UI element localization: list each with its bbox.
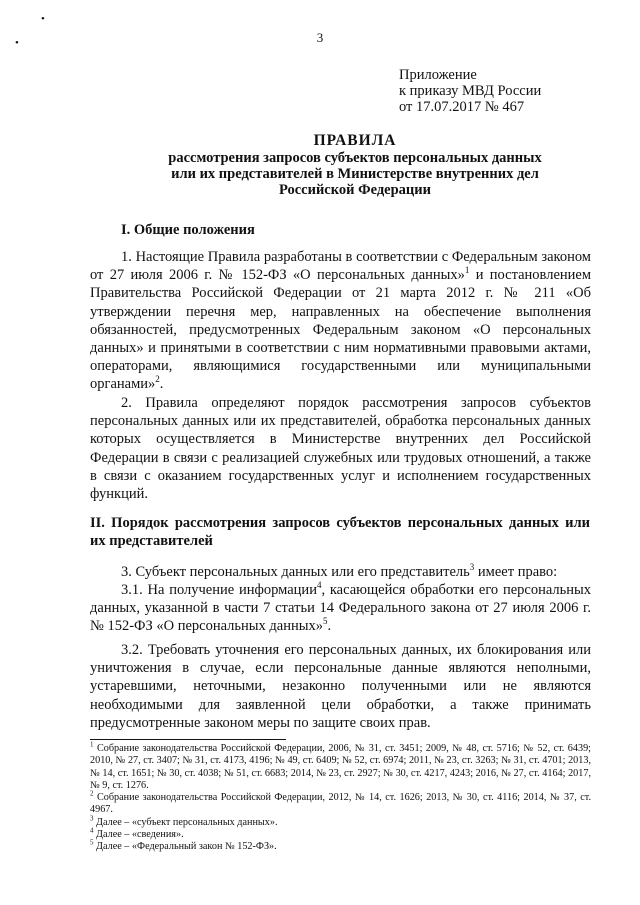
footnote-ref: 4 xyxy=(316,580,322,591)
paragraph-text: 3.1. На получение информации xyxy=(121,582,317,598)
footnote-text: Далее – «Федеральный закон № 152-ФЗ». xyxy=(93,841,277,853)
footnote-number: 2 xyxy=(90,789,94,798)
document-title xyxy=(90,133,620,198)
scan-mark-dot: • xyxy=(15,37,19,49)
footnote xyxy=(90,838,591,853)
footnote-ref: 1 xyxy=(464,265,470,276)
page-number: 3 xyxy=(316,30,324,45)
footnote-ref: 3 xyxy=(469,562,475,573)
paragraph-text: и постановлением Правительства Российской Федерации от 21 марта 2012 г. № 211 «Об утверждении перечня мер, направленных на обеспечение выполнения обязанностей, предусмотренных Федеральным законом «О персональных данных» и принятыми в соответствии с ним нормативными правовыми актами, операторами, являющимися государственными или муниципальными органами» xyxy=(90,267,592,393)
title-line: или их представителей в Министерстве внутренних дел xyxy=(171,166,539,182)
annex-line: Приложение xyxy=(399,67,477,83)
paragraph-2: 2. Правила определяют порядок рассмотрения запросов субъектов персональных данных или их представителей, обработка персональных данных которых осуществляется в Министерстве внутренних дел Российской Федерации в связи с реализацией служебных или трудовых отношений, а также в связи с оказанием государственных услуг и исполнением государственных функций. xyxy=(90,395,591,503)
footnote-number: 5 xyxy=(90,838,94,847)
footnote-number: 4 xyxy=(90,826,94,835)
footnote-text: Собрание законодательства Российской Федерации, 2006, № 31, ст. 3451; 2009, № 48, ст. 5716; № 52, ст. 6439; 2010, № 27, ст. 3407; № 31, ст. 4173, 4196; № 49, ст. 6409; № 52, ст. 6974; 2011, № 23, ст. 3263; № 31, ст. 4701; 2013, № 14, ст. 1651; № 30, ст. 4038; № 51, ст. 6683; 2014, № 23, ст. 2927; № 30, ст. 4217, 4243; 2016, № 27, ст. 4164; 2017, № 9, ст. 1276. xyxy=(90,743,591,791)
section-heading: II. Порядок рассмотрения запросов субъектов персональных данных или их представителей xyxy=(90,515,590,549)
paragraph-text: 3. Субъект персональных данных или его представитель xyxy=(121,564,470,580)
annex-line: от 17.07.2017 № 467 xyxy=(399,99,525,115)
footnote-number: 3 xyxy=(90,814,94,823)
paragraph-text: . xyxy=(159,376,164,393)
footnote-number: 1 xyxy=(90,740,94,749)
paragraph-3-2: 3.2. Требовать уточнения его персональных данных, их блокирования или уничтожения в случае, если персональные данные являются неполными, устаревшими, неточными, незаконно полученными или не являются необходимыми для заявленной цели обработки, а также принимать предусмотренные законом меры по защите своих прав. xyxy=(90,642,591,731)
paragraph-text: имеет право: xyxy=(474,564,558,580)
footnote-ref: 2 xyxy=(155,374,160,385)
footnote-text: Собрание законодательства Российской Федерации, 2012, № 14, ст. 1626; 2013, № 30, ст. 4116; 2014, № 37, ст. 4967. xyxy=(90,792,591,816)
footnotes xyxy=(90,740,591,854)
paragraph-1 xyxy=(90,248,591,394)
footnote xyxy=(90,826,591,841)
footnote-text: Далее – «сведения». xyxy=(93,829,184,841)
paragraph-text: , касающейся обработки его персональных данных, указанной в части 7 статьи 14 Федерального закона от 27 июля 2006 г. № 152-ФЗ «О персональных данных» xyxy=(90,582,591,635)
paragraph-text: 1. Настоящие Правила разработаны в соответствии с Федеральным законом от 27 июля 2006 г. № 152-ФЗ «О персональных данных» xyxy=(90,249,591,284)
paragraph-text: . xyxy=(327,618,332,635)
title-line: рассмотрения запросов субъектов персональных данных xyxy=(168,150,542,166)
title-line: Российской Федерации xyxy=(278,182,431,198)
paragraph-3 xyxy=(90,563,591,581)
footnote-ref: 5 xyxy=(322,616,328,627)
footnote-separator xyxy=(90,739,286,740)
annex-line: к приказу МВД России xyxy=(399,83,542,99)
title-main: ПРАВИЛА xyxy=(313,132,397,149)
annex-header xyxy=(399,67,541,115)
footnote-text: Далее – «субъект персональных данных». xyxy=(93,816,278,828)
paragraph-3-1 xyxy=(90,581,591,636)
scan-mark-dot: • xyxy=(41,13,45,25)
footnote xyxy=(90,789,591,817)
section-heading: I. Общие положения xyxy=(121,222,255,238)
footnote xyxy=(90,814,591,829)
footnote xyxy=(90,740,591,792)
